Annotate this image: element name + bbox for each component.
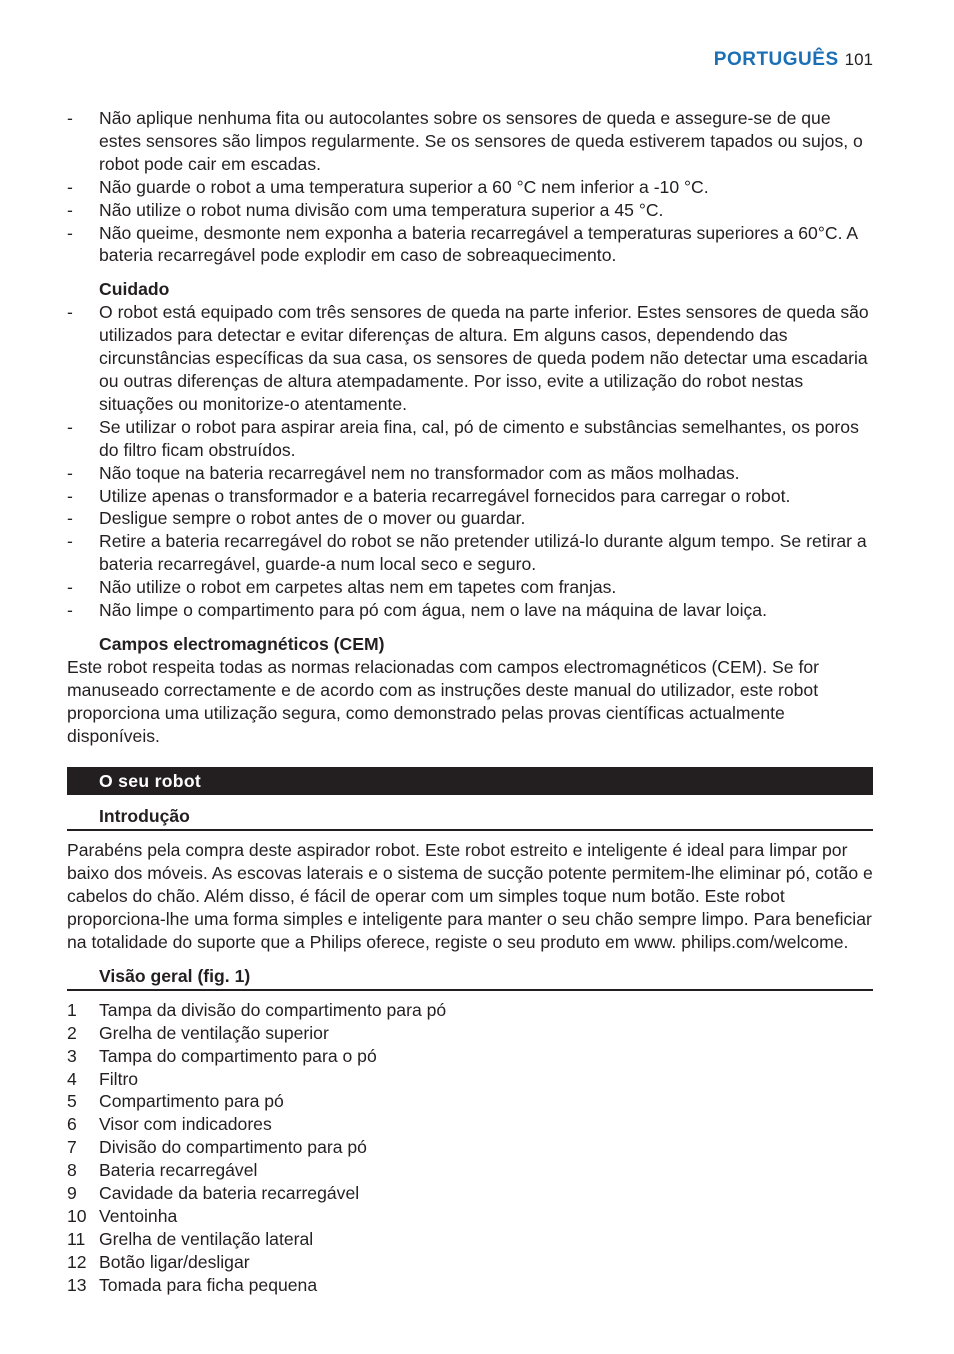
list-item: - Utilize apenas o transformador e a bateria recarregável fornecidos para carregar o robot. xyxy=(67,485,791,506)
emf-heading: Campos electromagnéticos (CEM) xyxy=(99,633,385,654)
list-item: - Não aplique nenhuma fita ou autocolantes sobre os sensores de queda e assegure-se de que estes sensores são limpos regularmente. Se os sensores de queda estiverem tapados ou sujos, o robot pode cair em escadas. xyxy=(67,108,863,174)
caution-heading: Cuidado xyxy=(99,279,170,300)
list-item: - Não toque na bateria recarregável nem no transformador com as mãos molhadas. xyxy=(67,462,740,483)
list-item: 12 Botão ligar/desligar xyxy=(67,1251,250,1272)
list-item: - Não utilize o robot em carpetes altas nem em tapetes com franjas. xyxy=(67,577,617,598)
section-title-bar: O seu robot xyxy=(67,767,873,795)
overview-heading: Visão geral (fig. 1) xyxy=(67,965,873,991)
list-item: 6 Visor com indicadores xyxy=(67,1114,272,1135)
list-item: 2 Grelha de ventilação superior xyxy=(67,1022,329,1043)
list-item: 13 Tomada para ficha pequena xyxy=(67,1274,318,1295)
intro-paragraph: Parabéns pela compra deste aspirador robot. Este robot estreito e inteligente é ideal para limpar por baixo dos móveis. As escovas laterais e o sistema de sucção potente permitem-lhe eliminar pó, cotão e cabelos do chão. Além disso, é fácil de operar com um simples toque num botão. Este robot proporciona-lhe uma forma simples e inteligente para manter o seu chão sempre limpo. Para beneficiar na totalidade do suporte que a Philips oferece, registe o seu produto em www. philips.com/welcome. xyxy=(67,840,873,952)
list-item: 10 Ventoinha xyxy=(67,1205,178,1226)
list-item: - Se utilizar o robot para aspirar areia fina, cal, pó de cimento e substâncias semelhantes, os poros do filtro ficam obstruídos. xyxy=(67,416,859,460)
list-item: - Não guarde o robot a uma temperatura superior a 60 °C nem inferior a -10 °C. xyxy=(67,176,709,197)
list-item: 3 Tampa do compartimento para o pó xyxy=(67,1045,377,1066)
language-label: PORTUGUÊS xyxy=(713,49,839,70)
list-item: 5 Compartimento para pó xyxy=(67,1091,284,1112)
list-item: - O robot está equipado com três sensores de queda na parte inferior. Estes sensores de queda são utilizados para detectar e evitar diferenças de altura. Em alguns casos, dependendo das circunstâncias específicas da sua casa, os sensores de queda podem não detectar uma escadaria ou outras diferenças de altura atempadamente. Por isso, evite a utilização do robot nestas situações ou monitorize-o atentamente. xyxy=(67,302,869,414)
list-item: 8 Bateria recarregável xyxy=(67,1160,258,1181)
page-header xyxy=(67,47,873,72)
list-item: 1 Tampa da divisão do compartimento para pó xyxy=(67,999,447,1020)
list-item: 9 Cavidade da bateria recarregável xyxy=(67,1183,360,1204)
list-item: - Retire a bateria recarregável do robot se não pretender utilizá-lo durante algum tempo. Se retirar a bateria recarregável, guarde-a num local seco e seguro. xyxy=(67,531,867,575)
warning-list xyxy=(67,107,873,267)
list-item: 7 Divisão do compartimento para pó xyxy=(67,1137,367,1158)
list-item: - Não limpe o compartimento para pó com água, nem o lave na máquina de lavar loiça. xyxy=(67,600,767,621)
page-number: 101 xyxy=(844,50,873,69)
overview-list xyxy=(67,999,873,1297)
page-content xyxy=(67,107,873,1297)
list-item: 11 Grelha de ventilação lateral xyxy=(67,1228,314,1249)
caution-list xyxy=(67,301,873,622)
emf-paragraph: Este robot respeita todas as normas relacionadas com campos electromagnéticos (CEM). Se for manuseado correctamente e de acordo com as instruções deste manual do utilizador, este robot proporciona uma utilização segura, como demonstrado pelas provas científicas actualmente disponíveis. xyxy=(67,656,819,746)
list-item: 4 Filtro xyxy=(67,1068,139,1089)
list-item: - Não queime, desmonte nem exponha a bateria recarregável a temperaturas superiores a 60°C. A bateria recarregável pode explodir em caso de sobreaquecimento. xyxy=(67,222,858,266)
intro-heading: Introdução xyxy=(67,805,873,831)
list-item: - Desligue sempre o robot antes de o mover ou guardar. xyxy=(67,508,526,529)
list-item: - Não utilize o robot numa divisão com uma temperatura superior a 45 °C. xyxy=(67,199,664,220)
